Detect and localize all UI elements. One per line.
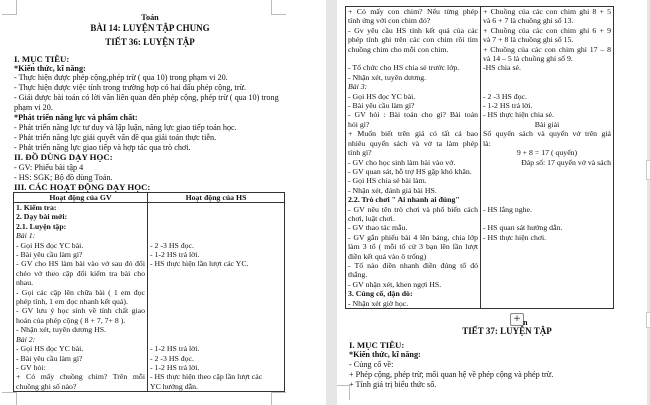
table-cell-line: - Nhận xét, tuyên dương HS.: [16, 325, 106, 335]
table-cell-line: - HS thực hiện chia sẻ.: [483, 110, 554, 120]
table-cell-line: + Chuồng của các con chim ghi 6 + 9: [483, 25, 611, 35]
table-cell-line: [150, 288, 282, 297]
next-objectives-heading: I. MỤC TIÊU:: [349, 340, 405, 350]
objectives-heading: I. MỤC TIÊU:: [14, 54, 70, 64]
next-period-title: TIẾT 37: LUYỆN TẬP: [462, 326, 552, 336]
table-cell-line: điền kết quả vào ô trống): [348, 251, 427, 261]
table-cell-line: - Nhận xét giờ học.: [348, 298, 409, 308]
table-cell-line: [483, 186, 611, 195]
lesson-title: BÀI 14: LUYỆN TẬP CHUNG: [90, 23, 210, 33]
next-knowledge-item: + Phép cộng, phép trừ; mối quan hệ về phép cộng và phép trừ.: [349, 370, 554, 379]
table-cell-line: - 1-2 HS trả lời.: [483, 101, 533, 111]
table-cell-line: tính gì?: [348, 148, 372, 158]
table-cell-line: chuồng chim cho mỗi con chim.: [348, 44, 449, 54]
table-cell-line: YC hướng dẫn.: [150, 381, 198, 391]
table-cell-line: - GV thao tác mẫu.: [348, 223, 408, 233]
table-cell-line: - Nhận xét, đánh giá bài HS.: [348, 185, 437, 195]
table-cell-line: - 1-2 HS trả lời.: [150, 344, 200, 354]
table-cell-line: 2. Dạy bài mới:: [16, 212, 68, 222]
table-cell-line: [150, 325, 282, 334]
table-cell-line: 9 + 8 = 17 ( quyển): [516, 148, 578, 158]
table-cell-line: [150, 203, 282, 212]
knowledge-item: phạm vi 20.: [14, 103, 53, 112]
gv-activity-cell: [14, 203, 148, 392]
table-cell-line: [150, 297, 282, 306]
table-cell-line: - GV nhận xét, khen ngợi HS.: [348, 279, 442, 289]
table-cell-line: - Nhận xét, tuyên dương.: [348, 72, 427, 82]
table-cell-line: - Gọi HS chia sẻ bài làm.: [348, 176, 427, 186]
materials-heading: II. ĐỒ DÙNG DẠY HỌC:: [14, 152, 113, 162]
page-corner-marker: [271, 392, 286, 405]
table-cell-line: hoán của phép cộng ( 8 + 7, 7+ 8 ).: [16, 315, 126, 325]
table-cell-line: nhiêu quyển sách và vở ta làm phép: [348, 138, 478, 148]
hs-activity-cell: [481, 7, 614, 309]
table-cell-line: - HS thực hiện chơi.: [483, 232, 547, 242]
table-cell-line: và 7 + 8 là chuồng ghi số 15.: [483, 35, 574, 45]
table-cell-line: [150, 316, 282, 325]
table-cell-line: - 1-2 HS trả lời.: [150, 362, 200, 372]
table-cell-line: - Gv yêu cầu HS tính kết quả của các: [348, 25, 478, 35]
table-cell-line: - GV hỏi:: [16, 362, 46, 372]
table-cell-line: - GV cho học sinh làm bài vào vở.: [348, 157, 456, 167]
table-cell-line: Bài 2:: [16, 334, 36, 344]
table-cell-line: - HS thực hiện lần lượt các YC.: [150, 259, 249, 269]
gv-activity-cell: [346, 7, 481, 309]
table-cell-line: tính ứng với con chim đó?: [348, 16, 431, 26]
table-cell-line: - Tổ nào điền nhanh điền đúng tổ đó: [348, 260, 478, 270]
knowledge-item: - Giải được bài toán có lời văn liên quan đến phép cộng, phép trừ ( qua 10) trong: [14, 93, 279, 102]
competency-item: - Phát triển năng lực giải quyết vấn đề qua giải toán thực tiễn.: [14, 133, 217, 142]
table-cell-line: [483, 73, 611, 82]
table-cell-line: Bài giải: [534, 119, 560, 129]
table-cell-line: [483, 214, 611, 223]
table-cell-line: nhau.: [16, 278, 34, 288]
table-cell-line: + Có mấy con chim? Nếu từng phép: [348, 7, 478, 16]
table-cell-line: [150, 222, 282, 231]
table-cell-line: Bài 3:: [348, 82, 368, 92]
page-edge-marker: [646, 160, 650, 180]
subject-label: Toán: [141, 13, 159, 22]
next-knowledge-item: + Tính giá trị biểu thức số.: [349, 380, 437, 389]
table-cell-line: - GV quan sát, hỗ trợ HS gặp khó khăn.: [348, 166, 472, 176]
table-cell-line: + Chuồng của các con chim ghi 17 – 8: [483, 44, 611, 54]
table-cell-line: [483, 176, 611, 185]
table-cell-line: - HS lắng nghe.: [483, 204, 532, 214]
table-row: [14, 203, 285, 392]
next-knowledge-heading: *Kiến thức, kĩ năng:: [349, 350, 421, 359]
knowledge-item: - Thực hiện được việc tính trong trường hợp có hai dấu phép cộng, trừ.: [14, 83, 247, 92]
table-cell-line: chuồng ghi số nào?: [16, 381, 77, 391]
table-cell-line: chéo vở theo cặp đổi kiểm tra bài cho: [16, 268, 145, 278]
period-title: TIẾT 36: LUYỆN TẬP: [105, 37, 195, 47]
table-cell-line: + Chuồng của các con chim ghi 8 + 5: [483, 7, 611, 16]
table-cell-line: [348, 54, 478, 63]
table-cell-line: 2.2. Trò chơi " Ai nhanh ai đúng": [348, 195, 460, 205]
table-cell-line: - Gọi HS đọc YC bài.: [16, 344, 84, 354]
column-header-gv: Hoạt động của GV: [14, 193, 148, 203]
table-cell-line: - GV lưu ý học sinh về tính chất giao: [16, 306, 145, 316]
table-cell-line: + Muốn biết trên giá có tất cả bao: [348, 129, 478, 139]
table-cell-line: chơi, luật chơi.: [348, 213, 395, 223]
stray-character: n: [523, 318, 528, 327]
knowledge-heading: *Kiến thức, kĩ năng:: [14, 64, 86, 73]
materials-item: - HS: SGK; Bộ đồ dùng Toán.: [14, 173, 113, 182]
column-header-hs: Hoạt động của HS: [148, 193, 285, 203]
table-cell-line: - Gọi các cặp lên chữa bài ( 1 em đọc: [16, 287, 145, 297]
table-cell-line: [483, 82, 611, 91]
table-cell-line: [150, 278, 282, 287]
next-knowledge-item: - Củng cố về:: [349, 360, 394, 369]
table-cell-line: Số quyển sách và quyển vở trên giá: [483, 129, 611, 139]
table-cell-line: 2.1. Luyện tập:: [16, 221, 67, 231]
document-page-right: [337, 0, 647, 405]
table-cell-line: hỏi gì?: [348, 119, 370, 129]
table-cell-line: [150, 212, 282, 221]
table-cell-line: - HS thực hiện theo cặp lần lượt các: [150, 372, 263, 382]
table-cell-line: - 2 -3 HS đọc.: [150, 353, 194, 363]
table-header-row: [14, 193, 285, 203]
page-edge-marker: [646, 312, 650, 328]
table-cell-line: 1. Kiểm tra:: [16, 203, 57, 212]
table-cell-line: - Tổ chức cho HS chia sẻ trước lớp.: [348, 63, 460, 73]
table-cell-line: 3. Củng cố, dặn dò:: [348, 289, 413, 299]
table-cell-line: - Bài yêu cầu làm gì?: [16, 250, 83, 260]
materials-item: - GV: Phiếu bài tập 4: [14, 163, 84, 172]
table-cell-line: phép tính ghi trên các con chim rồi tìm: [348, 35, 478, 45]
table-cell-line: [483, 195, 611, 204]
table-cell-line: - 2 -3 HS đọc.: [150, 240, 194, 250]
competency-item: - Phát triển năng lực giao tiếp và hợp tác qua trò chơi.: [14, 143, 191, 152]
activities-table: [13, 192, 285, 392]
activities-table-continued: [345, 6, 614, 309]
table-cell-line: phép tính, 1 em đọc nhanh kết quả).: [16, 297, 128, 307]
table-cell-line: Bài 1:: [16, 231, 36, 241]
table-cell-line: - Bài yêu cầu làm gì?: [348, 101, 415, 111]
competency-heading: *Phát triển năng lực và phẩm chất:: [14, 113, 138, 122]
table-cell-line: là:: [483, 138, 491, 148]
table-cell-line: + Có mấy chuồng chim? Trên mỗi: [16, 372, 145, 382]
table-cell-line: - GV hỏi : Bài toán cho gì? Bài toán: [348, 110, 478, 120]
table-cell-line: - Gọi HS đọc YC bài.: [16, 240, 84, 250]
table-cell-line: Đáp số: 17 quyển vở và sách: [521, 157, 611, 167]
table-cell-line: - HS quan sát hướng dẫn.: [483, 223, 563, 233]
competency-item: - Phát triển năng lực tư duy và lập luận, năng lực giao tiếp toán học.: [14, 123, 237, 132]
activities-heading: III. CÁC HOẠT ĐỘNG DẠY HỌC:: [14, 182, 151, 192]
table-cell-line: [483, 167, 611, 176]
table-cell-line: và 14 – 5 là chuồng ghi số 9.: [483, 54, 573, 64]
table-cell-line: [150, 335, 282, 344]
table-cell-line: và 6 + 7 là chuồng ghi số 13.: [483, 16, 574, 26]
table-cell-line: - Gọi HS đọc YC bài.: [348, 91, 416, 101]
knowledge-item: - Thực hiện được phép cộng,phép trừ ( qua 10) trong phạm vi 20.: [14, 73, 228, 82]
table-cell-line: - GV cho HS làm bài vào vở sau đó đổi: [16, 259, 145, 269]
table-cell-line: - 2 -3 HS đọc.: [483, 91, 527, 101]
table-cell-line: - GV gắn phiếu bài 4 lên bảng, chia lớp: [348, 232, 478, 242]
page-corner-marker: [2, 392, 17, 405]
table-row: [346, 7, 614, 309]
hs-activity-cell: [148, 203, 285, 392]
add-table-row-button[interactable]: +: [510, 313, 524, 326]
table-cell-line: thắng.: [348, 270, 368, 280]
table-cell-line: [150, 231, 282, 240]
table-cell-line: - 1-2 HS trả lời.: [150, 250, 200, 260]
table-cell-line: - Bài yêu cầu làm gì?: [16, 353, 83, 363]
table-cell-line: [150, 306, 282, 315]
table-cell-line: làm 3 tổ ( mỗi tổ cử 3 bạn lên lần lượt: [348, 242, 478, 252]
table-cell-line: -HS chia sẻ.: [483, 63, 521, 73]
table-cell-line: - GV nêu tên trò chơi và phổ biến cách: [348, 204, 478, 214]
table-cell-line: [150, 269, 282, 278]
